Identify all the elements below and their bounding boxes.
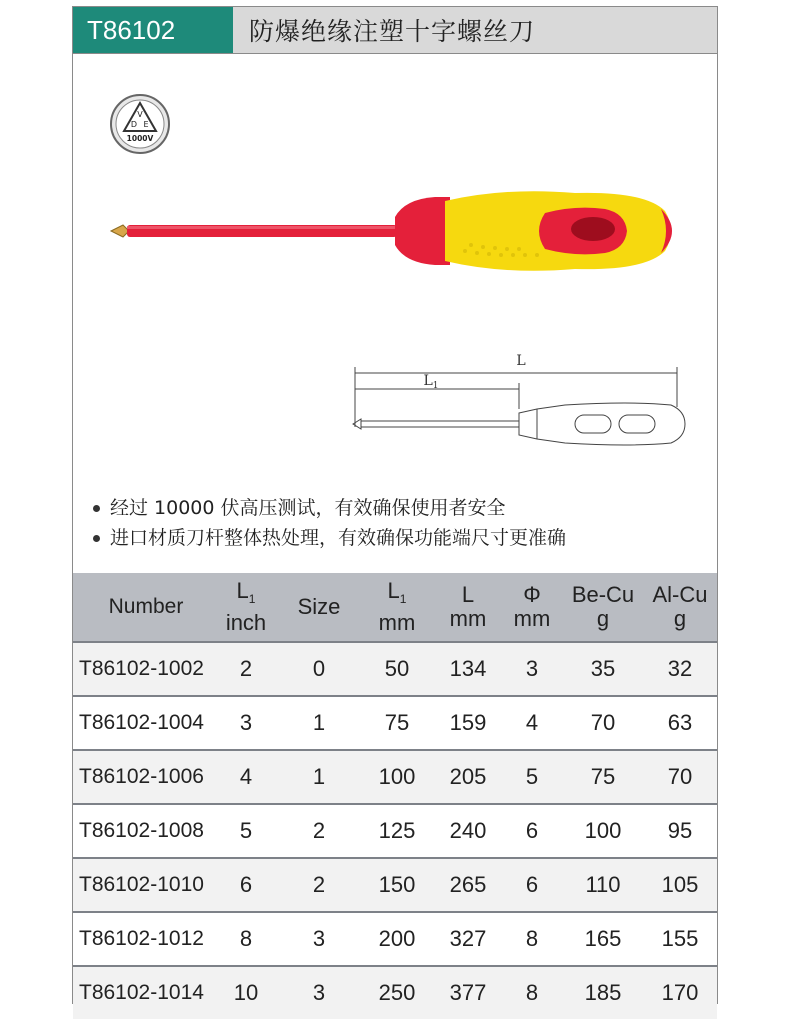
table-cell: 70 [667, 764, 693, 789]
table-cell: 327 [449, 926, 487, 951]
col-header-label: Number [108, 595, 184, 618]
table-row [73, 859, 717, 913]
table-cell: 4 [525, 710, 539, 735]
list-item [93, 523, 703, 553]
table-cell: 6 [525, 818, 539, 843]
table-cell: 265 [449, 872, 487, 897]
product-code: T86102 [73, 7, 233, 53]
table-cell: 150 [378, 872, 416, 897]
table-cell: 50 [384, 656, 410, 681]
table-row [73, 967, 717, 1019]
col-header-al-cu [643, 573, 717, 641]
table-cell: 63 [667, 710, 693, 735]
table-cell: 8 [239, 926, 253, 951]
table-cell: 185 [584, 980, 622, 1005]
table-cell: 70 [590, 710, 616, 735]
table-cell: 2 [312, 872, 326, 897]
col-header-label-main: L [387, 578, 400, 603]
list-item [93, 493, 703, 523]
table-cell: 4 [239, 764, 253, 789]
screwdriver-image [105, 187, 705, 277]
table-cell: 95 [667, 818, 693, 843]
table-cell: 8 [525, 980, 539, 1005]
table-cell: 159 [449, 710, 487, 735]
col-header-subscript: 1 [399, 592, 407, 606]
col-header-label: Size [297, 594, 341, 619]
cell-number: T86102-1014 [79, 981, 204, 1004]
table-cell: 250 [378, 980, 416, 1005]
col-header-label: Φ [523, 582, 541, 607]
table-row [73, 805, 717, 859]
table-cell: 32 [667, 656, 693, 681]
col-header-diameter [501, 573, 563, 641]
cell-number: T86102-1006 [79, 765, 204, 788]
table-cell: 3 [312, 926, 326, 951]
table-cell: 134 [449, 656, 487, 681]
table-cell: 2 [239, 656, 253, 681]
table-cell: 100 [584, 818, 622, 843]
svg-text:E: E [143, 120, 149, 129]
spec-table [73, 573, 717, 1019]
col-header-l1-inch [213, 573, 279, 641]
table-cell: 155 [661, 926, 699, 951]
feature-text: 进口材质刀杆整体热处理，有效确保功能端尺寸更准确 [110, 527, 567, 549]
cell-number: T86102-1012 [79, 927, 204, 950]
col-header-unit: mm [513, 606, 551, 631]
table-row [73, 751, 717, 805]
table-cell: 3 [312, 980, 326, 1005]
col-header-number [73, 573, 213, 641]
product-sheet [72, 6, 718, 1004]
svg-text:V: V [137, 110, 143, 119]
feature-text: 经过 10000 伏高压测试，有效确保使用者安全 [110, 497, 506, 519]
table-cell: 125 [378, 818, 416, 843]
table-body [73, 643, 717, 1019]
table-cell: 6 [525, 872, 539, 897]
table-cell: 1 [312, 764, 326, 789]
table-cell: 5 [525, 764, 539, 789]
col-header-unit: g [673, 606, 687, 631]
col-header-label: Al-Cu [652, 582, 708, 607]
table-cell: 1 [312, 710, 326, 735]
table-cell: 2 [312, 818, 326, 843]
table-cell: 3 [525, 656, 539, 681]
header-bar [73, 7, 717, 54]
table-cell: 377 [449, 980, 487, 1005]
table-cell: 100 [378, 764, 416, 789]
svg-text:L1: $L_1$ [423, 373, 439, 391]
svg-text:D: D [130, 120, 138, 129]
svg-text:1000V: 1000V [126, 134, 154, 143]
table-cell: 165 [584, 926, 622, 951]
col-header-label [388, 579, 407, 611]
table-cell: 8 [525, 926, 539, 951]
table-cell: 105 [661, 872, 699, 897]
table-cell: 110 [585, 872, 621, 897]
bullet-icon [93, 505, 100, 512]
bullet-icon [93, 535, 100, 542]
table-cell: 6 [239, 872, 253, 897]
table-header [73, 573, 717, 643]
col-header-unit: mm [378, 610, 416, 635]
table-cell: 170 [661, 980, 699, 1005]
table-cell: 3 [239, 710, 253, 735]
table-cell: 75 [590, 764, 616, 789]
cell-number: T86102-1010 [79, 873, 204, 896]
col-header-size [279, 573, 359, 641]
col-header-label [237, 579, 256, 611]
dimension-drawing [351, 347, 691, 447]
table-cell: 5 [239, 818, 253, 843]
col-header-label: Be-Cu [571, 582, 635, 607]
table-cell: 0 [312, 656, 326, 681]
table-cell: 200 [378, 926, 416, 951]
col-header-unit: g [596, 606, 610, 631]
vde-badge-icon [109, 93, 171, 155]
col-header-l1-mm [359, 573, 435, 641]
col-header-be-cu [563, 573, 643, 641]
cell-number: T86102-1008 [79, 819, 204, 842]
table-cell: 10 [233, 980, 259, 1005]
col-header-l-mm [435, 573, 501, 641]
feature-list [93, 493, 703, 553]
col-header-subscript: 1 [248, 592, 256, 606]
table-cell: 75 [384, 710, 410, 735]
col-header-label-main: L [236, 578, 249, 603]
col-header-label: L [461, 582, 475, 607]
svg-text:L: L [516, 353, 526, 369]
col-header-unit: inch [225, 610, 267, 635]
cell-number: T86102-1002 [79, 657, 204, 680]
table-cell: 35 [590, 656, 616, 681]
col-header-unit: mm [449, 606, 487, 631]
table-row [73, 913, 717, 967]
product-title: 防爆绝缘注塑十字螺丝刀 [249, 17, 536, 46]
cell-number: T86102-1004 [79, 711, 204, 734]
table-row [73, 643, 717, 697]
table-cell: 240 [449, 818, 487, 843]
table-cell: 205 [449, 764, 487, 789]
table-row [73, 697, 717, 751]
